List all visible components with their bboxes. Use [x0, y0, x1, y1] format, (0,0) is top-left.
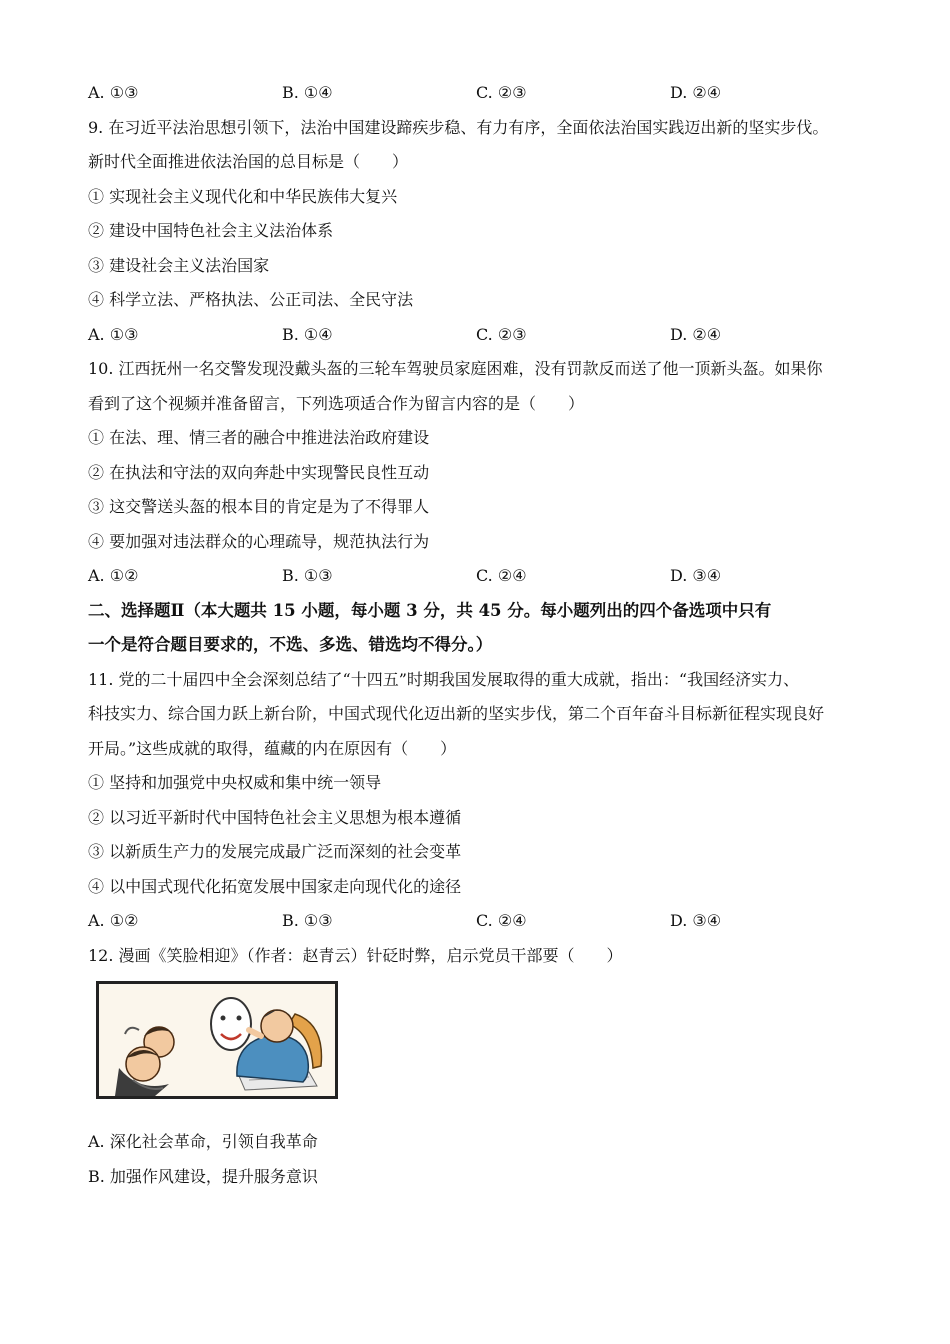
q11-stem-line2: 科技实力、综合国力跃上新台阶，中国式现代化迈出新的坚实步伐，第二个百年奋斗目标新征程实现良好 — [88, 704, 825, 723]
q9-options — [88, 318, 868, 353]
q11-stem-line3: 开局。”这些成就的取得，蕴藏的内在原因有（ ） — [88, 738, 457, 758]
q8-options — [88, 76, 868, 111]
q9-option-b: B. ①④ — [282, 324, 333, 344]
q11-item-1: ① 坚持和加强党中央权威和集中统一领导 — [88, 773, 382, 792]
q9-option-d: D. ②④ — [670, 324, 722, 344]
q10-option-a: A. ①② — [88, 566, 139, 585]
exam-page — [88, 76, 868, 1194]
q9-item-4: ④ 科学立法、严格执法、公正司法、全民守法 — [88, 290, 414, 309]
q11-item-2: ② 以习近平新时代中国特色社会主义思想为根本遵循 — [88, 807, 462, 827]
q10-option-d: D. ③④ — [670, 566, 722, 585]
q11-option-d: D. ③④ — [670, 911, 722, 930]
q11-item-4: ④ 以中国式现代化拓宽发展中国家走向现代化的途径 — [88, 876, 462, 896]
q10-stem-line2: 看到了这个视频并准备留言，下列选项适合作为留言内容的是（ ） — [88, 393, 585, 413]
q8-option-c: C. ②③ — [476, 83, 527, 102]
q11-options — [88, 904, 868, 939]
q9-option-a: A. ①③ — [88, 324, 139, 344]
q10-option-c: C. ②④ — [476, 566, 527, 585]
q8-option-d: D. ②④ — [670, 83, 722, 102]
q9-item-2: ② 建设中国特色社会主义法治体系 — [88, 221, 334, 240]
section2-heading-line1: 二、选择题Ⅱ（本大题共 15 小题，每小题 3 分，共 45 分。每小题列出的四个备选项中只有 — [88, 600, 772, 620]
q8-option-a: A. ①③ — [88, 83, 139, 102]
q10-options — [88, 559, 868, 594]
q10-item-2: ② 在执法和守法的双向奔赴中实现警民良性互动 — [88, 462, 430, 482]
q12-stem: 12. 漫画《笑脸相迎》（作者：赵青云）针砭时弊，启示党员干部要（ ） — [88, 945, 623, 965]
section2-heading-line2: 一个是符合题目要求的，不选、多选、错选均不得分。） — [88, 635, 493, 654]
q12-option-b: B. 加强作风建设，提升服务意识 — [88, 1166, 318, 1186]
q8-option-b: B. ①④ — [282, 83, 333, 102]
q9-option-c: C. ②③ — [476, 324, 527, 344]
q10-item-3: ③ 这交警送头盔的根本目的肯定是为了不得罪人 — [88, 497, 430, 516]
q11-option-a: A. ①② — [88, 911, 139, 930]
q12-option-a: A. 深化社会革命，引领自我革命 — [88, 1132, 318, 1151]
q10-stem-line1: 10. 江西抚州一名交警发现没戴头盔的三轮车驾驶员家庭困难，没有罚款反而送了他一顶新头盔。如果你 — [88, 359, 823, 378]
q11-option-c: C. ②④ — [476, 911, 527, 930]
q11-item-3: ③ 以新质生产力的发展完成最广泛而深刻的社会变革 — [88, 842, 462, 861]
q9-stem-line2: 新时代全面推进依法治国的总目标是（ ） — [88, 152, 409, 171]
q9-item-1: ① 实现社会主义现代化和中华民族伟大复兴 — [88, 186, 398, 206]
q10-item-1: ① 在法、理、情三者的融合中推进法治政府建设 — [88, 428, 430, 447]
q9-item-3: ③ 建设社会主义法治国家 — [88, 255, 270, 275]
q10-item-4: ④ 要加强对违法群众的心理疏导，规范执法行为 — [88, 531, 430, 551]
cartoon-image — [96, 981, 338, 1099]
q9-stem-line1: 9. 在习近平法治思想引领下，法治中国建设蹄疾步稳、有力有序，全面依法治国实践迈出新的坚实步伐。 — [88, 117, 829, 137]
q11-stem-line1: 11. 党的二十届四中全会深刻总结了“十四五”时期我国发展取得的重大成就，指出：“我国经济实力、 — [88, 669, 800, 689]
q10-option-b: B. ①③ — [282, 566, 333, 585]
q11-option-b: B. ①③ — [282, 911, 333, 930]
